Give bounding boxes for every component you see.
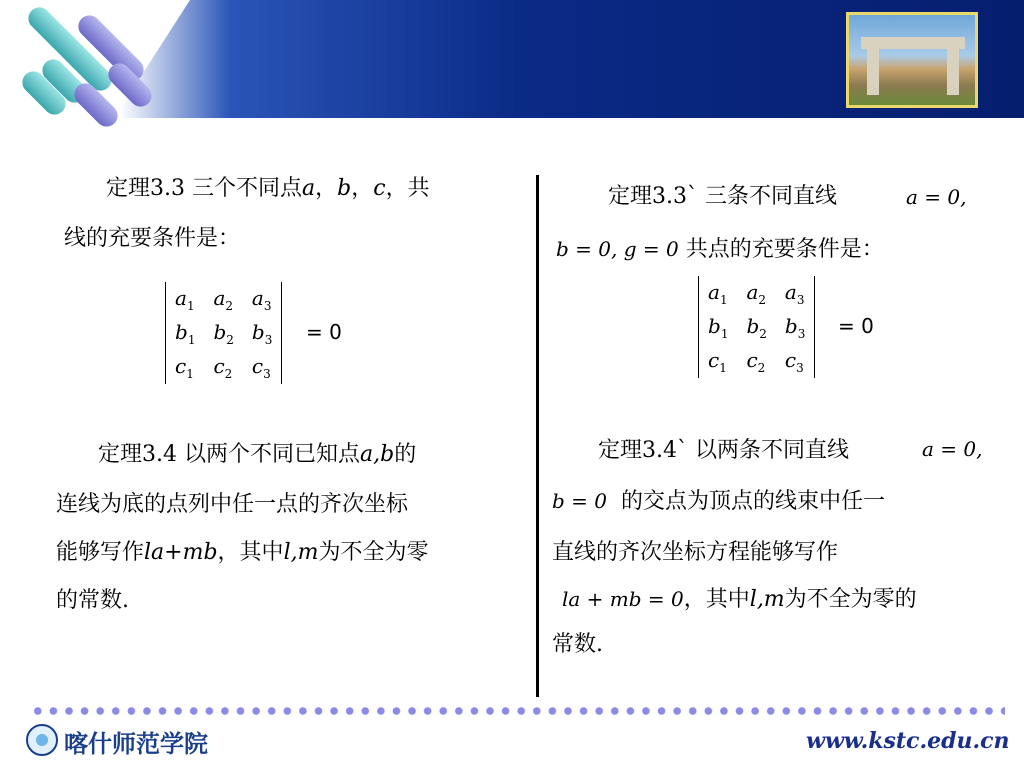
theorem-3-3-prime-line2: b = 0, g = 0 共点的充要条件是：: [556, 237, 884, 262]
column-divider: [536, 175, 539, 697]
theorem-3-4-prime-a: a = 0,: [922, 437, 983, 461]
theorem-3-4-line4: 的常数.: [56, 588, 129, 613]
theorem-3-4-line2: 连线为底的点列中任一点的齐次坐标: [56, 492, 409, 517]
determinant-left-equals: = 0: [306, 320, 342, 344]
school-url[interactable]: www.kstc.edu.cn: [806, 728, 1010, 754]
theorem-3-3-prime: 定理3.3` 三条不同直线: [608, 184, 837, 209]
header-banner: [0, 0, 1024, 118]
theorem-3-4-prime: 定理3.4` 以两条不同直线: [598, 438, 849, 463]
theorem-3-4-line3: 能够写作la+mb，其中l,m为不全为零: [56, 540, 429, 565]
theorem-3-4-prime-line4: la + mb = 0，其中l,m为不全为零的: [562, 587, 917, 612]
determinant-left: $a_1$ $a_2$ $a_3$ $b_1$ $b_2$ $b_3$ $c_1$ $c_2$ $c_3$: [165, 282, 282, 384]
school-emblem-icon: [26, 724, 58, 756]
theorem-3-4: 定理3.4 以两个不同已知点a,b的: [98, 442, 417, 467]
theorem-3-3-prime-a: a = 0,: [906, 185, 967, 209]
campus-gate-photo: [846, 12, 978, 108]
theorem-3-3-line2: 线的充要条件是：: [64, 226, 241, 251]
dotted-divider: [30, 705, 1005, 717]
theorem-3-4-prime-line2: b = 0 的交点为顶点的线束中任一: [552, 489, 886, 514]
determinant-right: $a_1$ $a_2$ $a_3$ $b_1$ $b_2$ $b_3$ $c_1$ $c_2$ $c_3$: [698, 276, 815, 378]
school-name: 喀什师范学院: [64, 729, 208, 758]
theorem-3-4-prime-line3: 直线的齐次坐标方程能够写作: [552, 540, 839, 565]
determinant-right-equals: = 0: [838, 314, 874, 338]
theorem-3-3: 定理3.3 三个不同点a，b，c，共: [106, 176, 430, 201]
theorem-3-4-prime-line5: 常数.: [552, 632, 603, 657]
